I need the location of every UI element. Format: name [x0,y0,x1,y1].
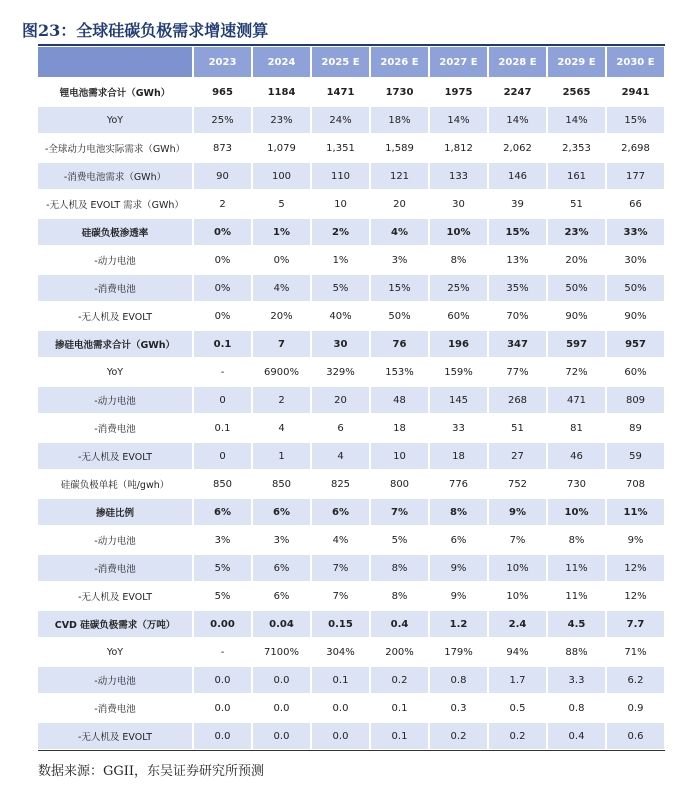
value-cell: 15% [370,274,429,302]
table-row [38,190,665,218]
value-cell: 7% [370,498,429,526]
value-cell: 46 [547,442,606,470]
value-cell: 708 [606,470,665,498]
value-cell: 0% [193,302,252,330]
forecast-table [38,47,666,751]
table-row [38,358,665,386]
row-label-cell: -动力电池 [38,246,193,274]
value-cell: 0.0 [193,722,252,750]
value-cell: 15% [488,218,547,246]
header-cell-year: 2026 E [370,47,429,78]
value-cell: 177 [606,162,665,190]
value-cell: 4.5 [547,610,606,638]
table-row [38,162,665,190]
value-cell: 30 [429,190,488,218]
value-cell: 1 [252,442,311,470]
value-cell: 0.8 [429,666,488,694]
value-cell: - [193,638,252,666]
value-cell: 8% [429,498,488,526]
header-cell-year: 2023 [193,47,252,78]
value-cell: 11% [547,554,606,582]
table-row [38,78,665,106]
value-cell: 965 [193,78,252,106]
source-note: 数据来源：GGII，东吴证券研究所预测 [38,764,265,779]
value-cell: 13% [488,246,547,274]
value-cell: 89 [606,414,665,442]
value-cell: 35% [488,274,547,302]
row-label-cell: -消费电池 [38,694,193,722]
value-cell: 0.2 [429,722,488,750]
table-row [38,666,665,694]
value-cell: 23% [547,218,606,246]
value-cell: 1975 [429,78,488,106]
value-cell: 0.1 [370,694,429,722]
value-cell: 1,079 [252,134,311,162]
value-cell: 7% [311,582,370,610]
row-label-cell: -无人机及 EVOLT [38,442,193,470]
value-cell: 60% [606,358,665,386]
value-cell: 50% [547,274,606,302]
value-cell: 11% [606,498,665,526]
value-cell: 18 [429,442,488,470]
row-label-cell: -无人机及 EVOLT 需求（GWh） [38,190,193,218]
value-cell: 2565 [547,78,606,106]
value-cell: 825 [311,470,370,498]
table-row [38,302,665,330]
value-cell: 8% [429,246,488,274]
value-cell: 10% [488,554,547,582]
value-cell: 90 [193,162,252,190]
value-cell: 5% [311,274,370,302]
value-cell: 0.00 [193,610,252,638]
value-cell: 850 [193,470,252,498]
value-cell: 776 [429,470,488,498]
value-cell: 30 [311,330,370,358]
value-cell: 2247 [488,78,547,106]
value-cell: 4% [311,526,370,554]
value-cell: 4 [311,442,370,470]
header-cell-year: 2027 E [429,47,488,78]
value-cell: 347 [488,330,547,358]
value-cell: 0.0 [252,694,311,722]
value-cell: 730 [547,470,606,498]
value-cell: 23% [252,106,311,134]
value-cell: 60% [429,302,488,330]
value-cell: 1184 [252,78,311,106]
row-label-cell: -动力电池 [38,526,193,554]
table-row [38,582,665,610]
table-body [38,78,665,750]
table-row [38,526,665,554]
value-cell: 6 [311,414,370,442]
value-cell: 72% [547,358,606,386]
row-label-cell: YoY [38,638,193,666]
value-cell: 0.0 [311,694,370,722]
value-cell: 1,812 [429,134,488,162]
header-cell-label [38,47,193,78]
value-cell: 0 [193,442,252,470]
value-cell: 121 [370,162,429,190]
table-bottom-rule [38,750,665,751]
value-cell: 20 [370,190,429,218]
value-cell: 2,353 [547,134,606,162]
value-cell: 14% [488,106,547,134]
value-cell: 20% [252,302,311,330]
value-cell: 0.5 [488,694,547,722]
value-cell: 329% [311,358,370,386]
row-label-cell: YoY [38,358,193,386]
value-cell: 3% [370,246,429,274]
value-cell: 0.4 [370,610,429,638]
table-row [38,722,665,750]
value-cell: 1.2 [429,610,488,638]
row-label-cell: -全球动力电池实际需求（GWh） [38,134,193,162]
row-label-cell: -无人机及 EVOLT [38,582,193,610]
value-cell: 88% [547,638,606,666]
value-cell: 11% [547,582,606,610]
row-label-cell: 锂电池需求合计（GWh） [38,78,193,106]
value-cell: 10% [547,498,606,526]
value-cell: 809 [606,386,665,414]
figure-title: 图23：全球硅碳负极需求增速测算 [22,21,269,40]
value-cell: 196 [429,330,488,358]
value-cell: 20% [547,246,606,274]
value-cell: 48 [370,386,429,414]
value-cell: 0.2 [488,722,547,750]
value-cell: 471 [547,386,606,414]
value-cell: 159% [429,358,488,386]
value-cell: 39 [488,190,547,218]
value-cell: 10% [429,218,488,246]
value-cell: 179% [429,638,488,666]
value-cell: 94% [488,638,547,666]
value-cell: 20 [311,386,370,414]
value-cell: 3% [193,526,252,554]
value-cell: 2 [193,190,252,218]
value-cell: 2.4 [488,610,547,638]
table-header-row [38,47,665,78]
value-cell: 0% [252,246,311,274]
value-cell: 8% [547,526,606,554]
value-cell: 0.0 [193,694,252,722]
value-cell: 873 [193,134,252,162]
table-row [38,694,665,722]
value-cell: 0.1 [311,666,370,694]
value-cell: 4% [252,274,311,302]
value-cell: 0 [193,386,252,414]
table-row [38,554,665,582]
value-cell: 200% [370,638,429,666]
value-cell: 15% [606,106,665,134]
value-cell: 66 [606,190,665,218]
value-cell: 12% [606,582,665,610]
value-cell: 6% [193,498,252,526]
value-cell: 0.15 [311,610,370,638]
value-cell: 5% [370,526,429,554]
value-cell: 90% [547,302,606,330]
value-cell: 0% [193,246,252,274]
table-row [38,246,665,274]
value-cell: 0.8 [547,694,606,722]
value-cell: 2,062 [488,134,547,162]
row-label-cell: 硅碳负极单耗（吨/gwh） [38,470,193,498]
value-cell: 51 [488,414,547,442]
value-cell: 12% [606,554,665,582]
row-label-cell: 硅碳负极渗透率 [38,218,193,246]
value-cell: 161 [547,162,606,190]
value-cell: 8% [370,554,429,582]
value-cell: 153% [370,358,429,386]
value-cell: 7% [311,554,370,582]
value-cell: 0.0 [252,666,311,694]
value-cell: 1,351 [311,134,370,162]
value-cell: 1.7 [488,666,547,694]
value-cell: 0.1 [193,330,252,358]
value-cell: 10% [488,582,547,610]
header-cell-year: 2024 [252,47,311,78]
value-cell: 7100% [252,638,311,666]
row-label-cell: -消费电池 [38,274,193,302]
table-row [38,610,665,638]
title-rule [38,44,665,46]
value-cell: 25% [429,274,488,302]
row-label-cell: -动力电池 [38,386,193,414]
value-cell: 10 [370,442,429,470]
value-cell: 9% [429,582,488,610]
value-cell: 0.3 [429,694,488,722]
value-cell: 1,589 [370,134,429,162]
header-cell-year: 2025 E [311,47,370,78]
table-row [38,638,665,666]
value-cell: 51 [547,190,606,218]
value-cell: 0.1 [193,414,252,442]
value-cell: 6% [252,554,311,582]
value-cell: 850 [252,470,311,498]
row-label-cell: -消费电池需求（GWh） [38,162,193,190]
value-cell: 0.6 [606,722,665,750]
value-cell: 957 [606,330,665,358]
value-cell: 146 [488,162,547,190]
value-cell: 1% [252,218,311,246]
value-cell: 800 [370,470,429,498]
value-cell: 70% [488,302,547,330]
value-cell: 6% [252,498,311,526]
table-row [38,330,665,358]
value-cell: 3.3 [547,666,606,694]
value-cell: 71% [606,638,665,666]
row-label-cell: YoY [38,106,193,134]
value-cell: 76 [370,330,429,358]
value-cell: 5% [193,582,252,610]
value-cell: 0.04 [252,610,311,638]
row-label-cell: 掺硅电池需求合计（GWh） [38,330,193,358]
value-cell: 0.9 [606,694,665,722]
value-cell: 145 [429,386,488,414]
value-cell: 100 [252,162,311,190]
value-cell: 18 [370,414,429,442]
value-cell: 7.7 [606,610,665,638]
value-cell: 0.0 [311,722,370,750]
table-row [38,386,665,414]
value-cell: 5% [193,554,252,582]
table-row [38,442,665,470]
header-cell-year: 2028 E [488,47,547,78]
value-cell: 0% [193,218,252,246]
value-cell: 6.2 [606,666,665,694]
value-cell: 9% [429,554,488,582]
value-cell: 6% [429,526,488,554]
value-cell: 2941 [606,78,665,106]
value-cell: 2 [252,386,311,414]
value-cell: 6% [252,582,311,610]
value-cell: 30% [606,246,665,274]
value-cell: 90% [606,302,665,330]
value-cell: 9% [488,498,547,526]
table-row [38,274,665,302]
row-label-cell: -消费电池 [38,554,193,582]
value-cell: 4 [252,414,311,442]
value-cell: 77% [488,358,547,386]
value-cell: 6900% [252,358,311,386]
value-cell: 268 [488,386,547,414]
value-cell: 50% [606,274,665,302]
table-row [38,106,665,134]
value-cell: 0.4 [547,722,606,750]
header-cell-year: 2030 E [606,47,665,78]
value-cell: 4% [370,218,429,246]
value-cell: 133 [429,162,488,190]
value-cell: 14% [429,106,488,134]
row-label-cell: -消费电池 [38,414,193,442]
value-cell: 10 [311,190,370,218]
value-cell: 3% [252,526,311,554]
value-cell: 2,698 [606,134,665,162]
table-row [38,470,665,498]
row-label-cell: CVD 硅碳负极需求（万吨） [38,610,193,638]
table-row [38,498,665,526]
value-cell: 1471 [311,78,370,106]
value-cell: 1730 [370,78,429,106]
value-cell: 24% [311,106,370,134]
value-cell: 9% [606,526,665,554]
value-cell: 33 [429,414,488,442]
value-cell: 8% [370,582,429,610]
value-cell: 7% [488,526,547,554]
value-cell: 40% [311,302,370,330]
header-cell-year: 2029 E [547,47,606,78]
table-row [38,134,665,162]
value-cell: 59 [606,442,665,470]
value-cell: - [193,358,252,386]
value-cell: 0.2 [370,666,429,694]
value-cell: 25% [193,106,252,134]
row-label-cell: -动力电池 [38,666,193,694]
value-cell: 6% [311,498,370,526]
value-cell: 752 [488,470,547,498]
value-cell: 18% [370,106,429,134]
value-cell: 0.1 [370,722,429,750]
table-row [38,414,665,442]
row-label-cell: -无人机及 EVOLT [38,302,193,330]
value-cell: 110 [311,162,370,190]
value-cell: 0.0 [252,722,311,750]
value-cell: 0% [193,274,252,302]
row-label-cell: 掺硅比例 [38,498,193,526]
value-cell: 81 [547,414,606,442]
value-cell: 2% [311,218,370,246]
value-cell: 597 [547,330,606,358]
value-cell: 33% [606,218,665,246]
value-cell: 1% [311,246,370,274]
value-cell: 5 [252,190,311,218]
value-cell: 14% [547,106,606,134]
row-label-cell: -无人机及 EVOLT [38,722,193,750]
value-cell: 0.0 [193,666,252,694]
value-cell: 304% [311,638,370,666]
value-cell: 50% [370,302,429,330]
value-cell: 7 [252,330,311,358]
value-cell: 27 [488,442,547,470]
table-row [38,218,665,246]
